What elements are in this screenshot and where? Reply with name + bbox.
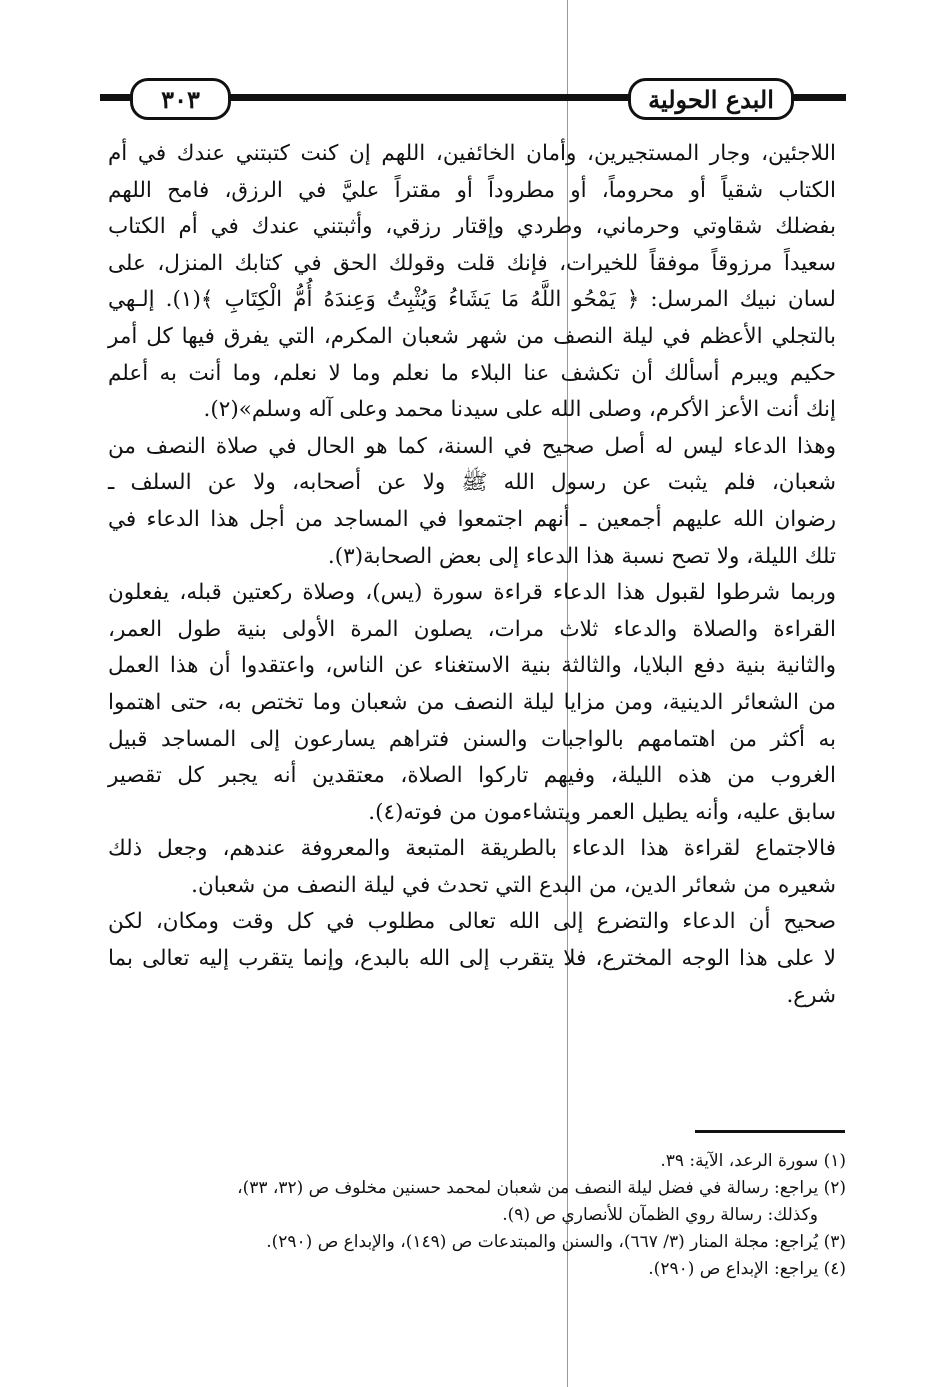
text-line: إنك أنت الأعز الأكرم، وصلى الله على سيدنا محمد وعلى آله وسلم»(٢). — [203, 397, 836, 423]
text-line: رضوان الله عليهم أجمعين ـ أنهم اجتمعوا في المساجد من أجل هذا الدعاء في — [108, 506, 836, 532]
text-line: سعيداً مرزوقاً موفقاً للخيرات، فإنك قلت وقولك الحق في كتابك المنزل، على — [108, 250, 836, 276]
running-title: البدع الحولية — [628, 78, 794, 120]
footnote: وكذلك: رسالة روي الظمآن للأنصاري ص (٩). — [502, 1205, 818, 1225]
footnote: (٣) يُراجع: مجلة المنار (٣/ ٦٦٧)، والسنن والمبتدعات ص (١٤٩)، والإبداع ص (٢٩٠). — [266, 1232, 846, 1252]
text-line: لا على هذا الوجه المخترع، فلا يتقرب إلى الله بالبدع، وإنما يتقرب إليه تعالى بما — [108, 946, 836, 972]
text-line: بالتجلي الأعظم في ليلة النصف من شهر شعبان المكرم، التي يفرق فيها كل أمر — [108, 323, 836, 349]
text-line: شرع. — [786, 982, 836, 1008]
text-line: من الشعائر الدينية، ومن مزايا ليلة النصف من شعبان وما تختص به، حتى اهتموا — [108, 689, 836, 715]
page-number: ٣٠٣ — [130, 78, 231, 120]
text-line: وربما شرطوا لقبول هذا الدعاء قراءة سورة (يس)، وصلاة ركعتين قبله، يفعلون — [108, 580, 836, 606]
text-line: الكتاب شقياً أو محروماً، أو مطروداً أو مقتراً عليَّ في الرزق، فامح اللهم — [108, 177, 836, 203]
footnote: (١) سورة الرعد، الآية: ٣٩. — [660, 1151, 846, 1171]
text-line: لسان نبيك المرسل: ﴿ يَمْحُو اللَّهُ مَا يَشَاءُ وَيُثْبِتُ وَعِندَهُ أُمُّ الْكِتَابِ ﴾(١). إلـهي — [108, 287, 836, 313]
running-header — [100, 78, 846, 118]
text-line: وهذا الدعاء ليس له أصل صحيح في السنة، كما هو الحال في صلاة النصف من — [108, 433, 836, 459]
text-line: شعبان، فلم يثبت عن رسول الله ﷺ ولا عن أصحابه، ولا عن السلف ـ — [108, 470, 836, 496]
footnote: (٤) يراجع: الإبداع ص (٢٩٠). — [648, 1259, 846, 1279]
text-line: شعيره من شعائر الدين، من البدع التي تحدث في ليلة النصف من شعبان. — [191, 872, 836, 898]
text-line: صحيح أن الدعاء والتضرع إلى الله تعالى مطلوب في كل وقت ومكان، لكن — [108, 909, 836, 935]
footnotes — [108, 1148, 846, 1283]
text-line: والثانية بنية دفع البلايا، والثالثة بنية الاستغناء عن الناس، واعتقدوا أن هذا العمل — [108, 653, 836, 679]
text-line: تلك الليلة، ولا تصح نسبة هذا الدعاء إلى بعض الصحابة(٣). — [327, 543, 836, 569]
text-line: اللاجئين، وجار المستجيرين، وأمان الخائفين، اللهم إن كنت كتبتني عندك في أم — [108, 141, 836, 166]
text-line: به أكثر من اهتمامهم بالواجبات والسنن فتراهم يسارعون إلى المساجد قبيل — [108, 726, 836, 752]
text-line: فالاجتماع لقراءة هذا الدعاء بالطريقة المتبعة والمعروفة عندهم، وجعل ذلك — [108, 836, 836, 862]
footnote: (٢) يراجع: رسالة في فضل ليلة النصف من شعبان لمحمد حسنين مخلوف ص (٣٢، ٣٣)، — [237, 1178, 846, 1198]
text-line: حكيم ويبرم أسألك أن تكشف عنا البلاء ما نعلم وما لا نعلم، وما أنت به أعلم — [108, 360, 836, 386]
text-line: القراءة والصلاة والدعاء ثلاث مرات، يصلون المرة الأولى بنية طول العمر، — [108, 616, 836, 642]
footnote-separator — [695, 1130, 845, 1133]
main-text — [108, 136, 836, 1014]
text-line: سابق عليه، وأنه يطيل العمر ويتشاءمون من فوته(٤). — [368, 799, 836, 825]
text-line: بفضلك شقاوتي وحرماني، وطردي وإقتار رزقي، وأثبتني عندك في أم الكتاب — [108, 214, 836, 240]
text-line: الغروب من هذه الليلة، وفيهم تاركوا الصلاة، معتقدين أنه يجبر كل تقصير — [108, 763, 836, 789]
